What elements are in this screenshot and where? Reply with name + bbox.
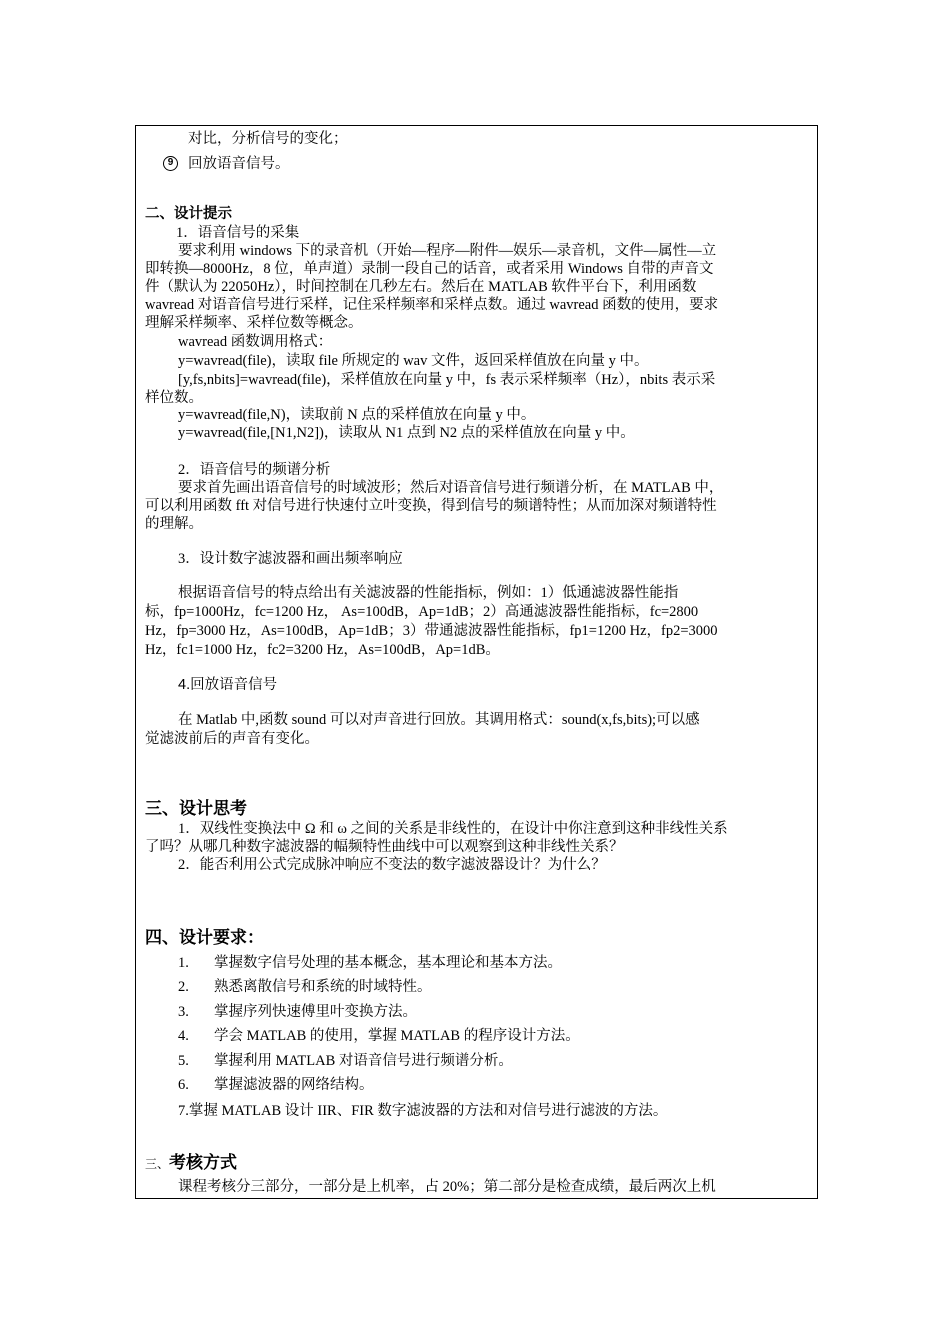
list-item-text: 掌握序列快速傅里叶变换方法。: [214, 1004, 417, 1020]
list-item-number: 1.: [178, 955, 189, 971]
list-item-text: 7.掌握 MATLAB 设计 IIR、FIR 数字滤波器的方法和对信号进行滤波的方法。: [178, 1103, 668, 1119]
list-item-number: 2.: [178, 979, 189, 995]
text-line: 理解采样频率、采样位数等概念。: [145, 315, 363, 331]
subsection-title: 4.回放语音信号: [178, 677, 278, 693]
list-item-number: 5.: [178, 1053, 189, 1069]
subsection-title: 1．语音信号的采集: [176, 225, 300, 241]
text-line: 2．能否利用公式完成脉冲响应不变法的数字滤波器设计？为什么？: [178, 857, 606, 873]
text-line: y=wavread(file,N)，读取前 N 点的采样值放在向量 y 中。: [178, 407, 536, 423]
text-line: 标，fp=1000Hz，fc=1200 Hz， As=100dB，Ap=1dB；2）高通滤波器性能指标，fc=2800: [145, 604, 699, 620]
text-line: y=wavread(file,[N1,N2])，读取从 N1 点到 N2 点的采样值放在向量 y 中。: [178, 425, 635, 441]
document-frame: [135, 125, 818, 1199]
text-line: 觉滤波前后的声音有变化。: [145, 731, 319, 747]
list-item-text: 学会 MATLAB 的使用，掌握 MATLAB 的程序设计方法。: [214, 1028, 580, 1044]
list-item-text: 掌握滤波器的网络结构。: [214, 1077, 374, 1093]
text-line: 件（默认为 22050Hz），时间控制在几秒左右。然后在 MATLAB 软件平台下，利用函数: [145, 279, 697, 295]
section-heading: [145, 1154, 237, 1173]
list-item-number: 3.: [178, 1004, 189, 1020]
text-line: 的理解。: [145, 516, 203, 532]
heading-label: 考核方式: [169, 1153, 238, 1172]
text-line: [y,fs,nbits]=wavread(file)，采样值放在向量 y 中，fs 表示采样频率（Hz），nbits 表示采: [178, 372, 716, 388]
text-line: 即转换—8000Hz，8 位，单声道）录制一段自己的话音，或者采用 Windows 自带的声音文: [145, 261, 714, 277]
heading-prefix: 三、: [145, 1157, 170, 1171]
subsection-title: 3．设计数字滤波器和画出频率响应: [178, 551, 403, 567]
text-line: 对比，分析信号的变化；: [188, 131, 348, 147]
text-line: 课程考核分三部分，一部分是上机率，占 20%；第二部分是检查成绩，最后两次上机: [178, 1179, 716, 1195]
text-line: 可以利用函数 fft 对信号进行快速付立叶变换，得到信号的频谱特性；从而加深对频谱特性: [145, 498, 717, 514]
section-heading: 四、设计要求：: [145, 928, 264, 947]
text-line: 根据语音信号的特点给出有关滤波器的性能指标，例如：1）低通滤波器性能指: [178, 585, 679, 601]
text-line: 在 Matlab 中,函数 sound 可以对声音进行回放。其调用格式：sound(x,fs,bits);可以感: [178, 712, 700, 728]
text-line: Hz，fp=3000 Hz，As=100dB，Ap=1dB；3）带通滤波器性能指标，fp1=1200 Hz，fp2=3000: [145, 623, 718, 639]
circled-number-icon: 9: [163, 156, 178, 171]
text-line: wavread 函数调用格式：: [178, 334, 333, 350]
list-item-text: 掌握利用 MATLAB 对语音信号进行频谱分析。: [214, 1053, 513, 1069]
list-item-text: 掌握数字信号处理的基本概念，基本理论和基本方法。: [214, 955, 562, 971]
text-line: 1．双线性变换法中 Ω 和 ω 之间的关系是非线性的，在设计中你注意到这种非线性关系: [178, 821, 728, 837]
text-line: 要求首先画出语音信号的时域波形；然后对语音信号进行频谱分析，在 MATLAB 中，: [178, 480, 724, 496]
text-line: 要求利用 windows 下的录音机（开始—程序—附件—娱乐—录音机，文件—属性—立: [178, 243, 717, 259]
list-item-text: 回放语音信号。: [188, 156, 290, 172]
list-item-text: 熟悉离散信号和系统的时域特性。: [214, 979, 432, 995]
list-item-number: 4.: [178, 1028, 189, 1044]
subsection-title: 2．语音信号的频谱分析: [178, 462, 331, 478]
text-line: y=wavread(file)，读取 file 所规定的 wav 文件，返回采样值放在向量 y 中。: [178, 353, 649, 369]
text-line: wavread 对语音信号进行采样，记住采样频率和采样点数。通过 wavread 函数的使用，要求: [145, 297, 719, 313]
list-item-number: 6.: [178, 1077, 189, 1093]
text-line: 样位数。: [145, 390, 203, 406]
text-line: Hz，fc1=1000 Hz，fc2=3200 Hz，As=100dB，Ap=1dB。: [145, 642, 500, 658]
text-line: 了吗？从哪几种数字滤波器的幅频特性曲线中可以观察到这种非线性关系？: [145, 839, 624, 855]
section-heading: 三、设计思考: [145, 799, 247, 818]
section-heading: 二、设计提示: [145, 206, 232, 222]
